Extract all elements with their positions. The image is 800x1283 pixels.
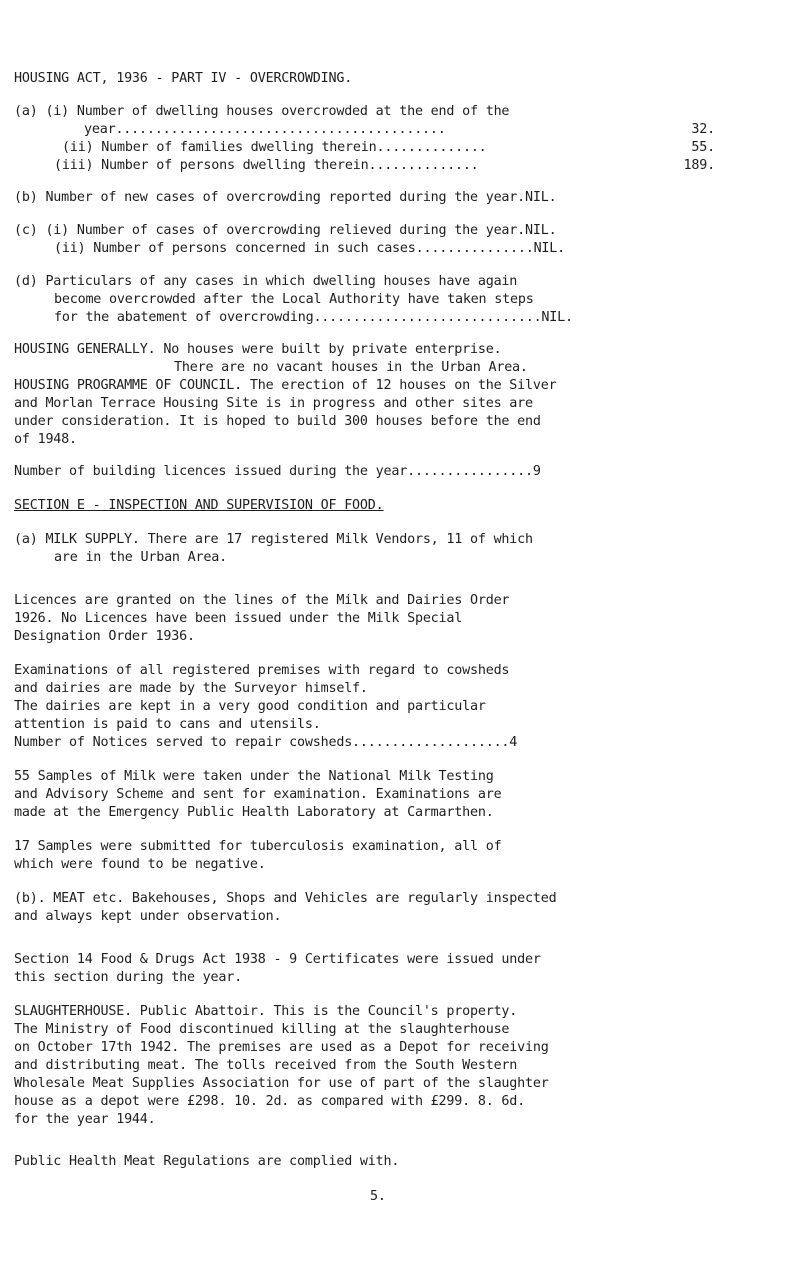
licences-line: 1926. No Licences have been issued under the Milk Special — [14, 611, 463, 626]
slaughterhouse-line: Wholesale Meat Supplies Association for use of part of the slaughter — [14, 1076, 549, 1091]
section-heading: SECTION E - INSPECTION AND SUPERVISION OF FOOD. — [14, 498, 384, 513]
housing-line: under consideration. It is hoped to build 300 houses before the end — [14, 414, 541, 429]
building-licences: Number of building licences issued during the year................9 — [14, 464, 541, 479]
slaughterhouse-line: house as a depot were £298. 10. 2d. as compared with £299. 8. 6d. — [14, 1094, 526, 1109]
housing-line: of 1948. — [14, 432, 77, 447]
slaughterhouse-line: SLAUGHTERHOUSE. Public Abattoir. This is the Council's property. — [14, 1004, 518, 1019]
page-number: 5. — [370, 1189, 386, 1204]
overcrowding-a-i-value: 32. — [691, 122, 715, 137]
examinations-line: Examinations of all registered premises with regard to cowsheds — [14, 663, 510, 678]
milk-line: are in the Urban Area. — [54, 550, 227, 565]
samples-line: and Advisory Scheme and sent for examination. Examinations are — [14, 787, 502, 802]
slaughterhouse-line: and distributing meat. The tolls received from the South Western — [14, 1058, 518, 1073]
slaughterhouse-line: on October 17th 1942. The premises are used as a Depot for receiving — [14, 1040, 549, 1055]
tuberculosis-line: 17 Samples were submitted for tuberculosis examination, all of — [14, 839, 502, 854]
overcrowding-a-ii-value: 55. — [691, 140, 715, 155]
overcrowding-a-iii-value: 189. — [683, 158, 715, 173]
overcrowding-b: (b) Number of new cases of overcrowding reported during the year.NIL. — [14, 190, 557, 205]
housing-line: HOUSING GENERALLY. No houses were built by private enterprise. — [14, 342, 502, 357]
meat-line: and always kept under observation. — [14, 909, 282, 924]
licences-line: Licences are granted on the lines of the Milk and Dairies Order — [14, 593, 510, 608]
section14-line: this section during the year. — [14, 970, 242, 985]
samples-line: made at the Emergency Public Health Laboratory at Carmarthen. — [14, 805, 494, 820]
examinations-line: and dairies are made by the Surveyor himself. — [14, 681, 368, 696]
overcrowding-d-line: for the abatement of overcrowding.............................NIL. — [54, 310, 573, 325]
overcrowding-a-i-cont: year.......................................... — [84, 122, 446, 137]
overcrowding-a-iii: (iii) Number of persons dwelling therein.............. — [54, 158, 479, 173]
section14-line: Section 14 Food & Drugs Act 1938 - 9 Certificates were issued under — [14, 952, 541, 967]
overcrowding-a-i: (a) (i) Number of dwelling houses overcrowded at the end of the — [14, 104, 510, 119]
regulations-line: Public Health Meat Regulations are complied with. — [14, 1154, 400, 1169]
tuberculosis-line: which were found to be negative. — [14, 857, 266, 872]
examinations-line: The dairies are kept in a very good condition and particular — [14, 699, 486, 714]
slaughterhouse-line: The Ministry of Food discontinued killing at the slaughterhouse — [14, 1022, 510, 1037]
meat-line: (b). MEAT etc. Bakehouses, Shops and Vehicles are regularly inspected — [14, 891, 557, 906]
overcrowding-c-ii: (ii) Number of persons concerned in such cases...............NIL. — [54, 241, 566, 256]
overcrowding-a-ii: (ii) Number of families dwelling therein.............. — [62, 140, 487, 155]
licences-line: Designation Order 1936. — [14, 629, 195, 644]
overcrowding-d-line: become overcrowded after the Local Authority have taken steps — [54, 292, 534, 307]
slaughterhouse-line: for the year 1944. — [14, 1112, 156, 1127]
housing-line: and Morlan Terrace Housing Site is in progress and other sites are — [14, 396, 533, 411]
milk-line: (a) MILK SUPPLY. There are 17 registered Milk Vendors, 11 of which — [14, 532, 533, 547]
housing-line: There are no vacant houses in the Urban Area. — [174, 360, 528, 375]
page-title: HOUSING ACT, 1936 - PART IV - OVERCROWDING. — [14, 71, 353, 86]
overcrowding-c-i: (c) (i) Number of cases of overcrowding relieved during the year.NIL. — [14, 223, 557, 238]
overcrowding-d-line: (d) Particulars of any cases in which dwelling houses have again — [14, 274, 518, 289]
examinations-line: Number of Notices served to repair cowsheds....................4 — [14, 735, 518, 750]
examinations-line: attention is paid to cans and utensils. — [14, 717, 321, 732]
housing-line: HOUSING PROGRAMME OF COUNCIL. The erection of 12 houses on the Silver — [14, 378, 557, 393]
samples-line: 55 Samples of Milk were taken under the National Milk Testing — [14, 769, 494, 784]
